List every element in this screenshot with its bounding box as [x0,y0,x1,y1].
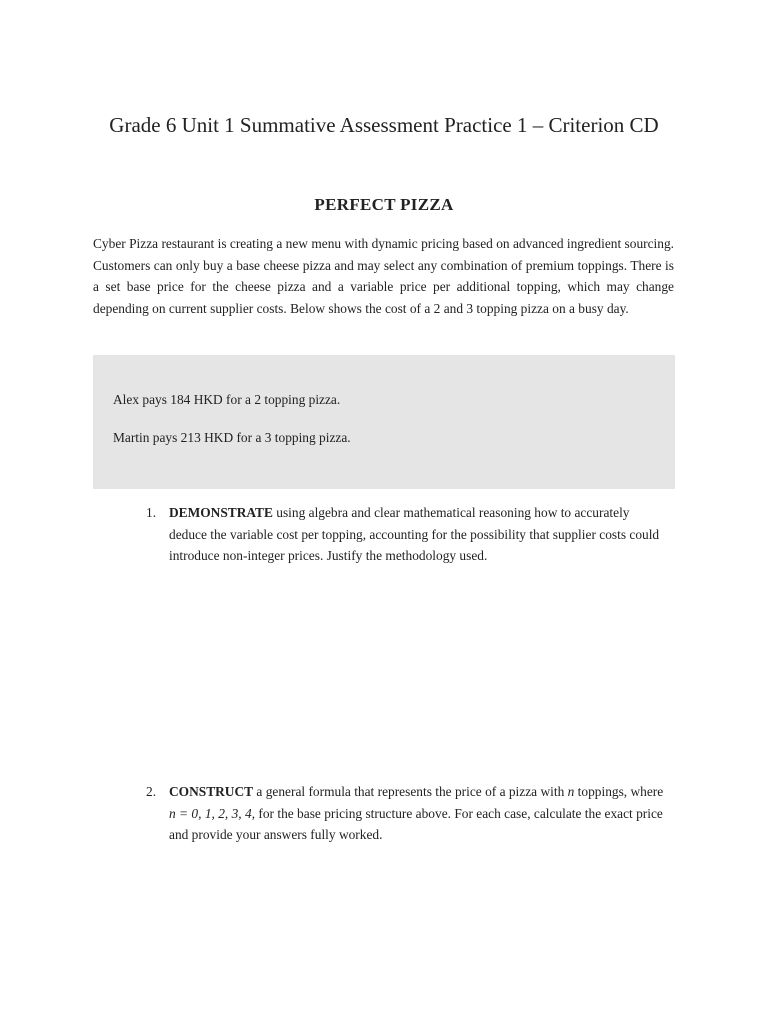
command-verb: DEMONSTRATE [169,505,273,520]
info-line-alex: Alex pays 184 HKD for a 2 topping pizza. [113,392,341,407]
question-text [169,502,669,567]
question-number: 2. [146,784,157,799]
page-title: Grade 6 Unit 1 Summative Assessment Practice 1 – Criterion CD [109,113,659,137]
section-heading: PERFECT PIZZA [314,195,454,214]
question-number: 1. [146,505,157,520]
question-body: using algebra and clear mathematical reasoning how to accurately deduce the variable cost per topping, accounting for the possibility that supplier costs could introduce non-integer prices. Justify the methodology used. [169,505,660,563]
variable-n: n [567,784,575,799]
info-line-martin: Martin pays 213 HKD for a 3 topping pizza. [113,430,351,445]
question-body-part-c: , for the base pricing structure above. For each case, calculate the exact price and provide your answers fully worked. [169,805,663,842]
n-values: n = 0, 1, 2, 3, 4 [169,805,252,821]
question-body-part-b: toppings, where [574,784,664,799]
command-verb: CONSTRUCT [169,784,254,799]
info-box [93,355,675,489]
question-body-part-a: a general formula that represents the price of a pizza with [253,784,568,799]
question-text [169,781,669,846]
intro-paragraph: Cyber Pizza restaurant is creating a new menu with dynamic pricing based on advanced ingredient sourcing. Customers can only buy a base cheese pizza and may select any combination of premium toppings. There is a set base price for the cheese pizza and a variable price per additional topping, which may change depending on current supplier costs. Below shows the cost of a 2 and 3 topping pizza on a busy day. [93,236,674,316]
